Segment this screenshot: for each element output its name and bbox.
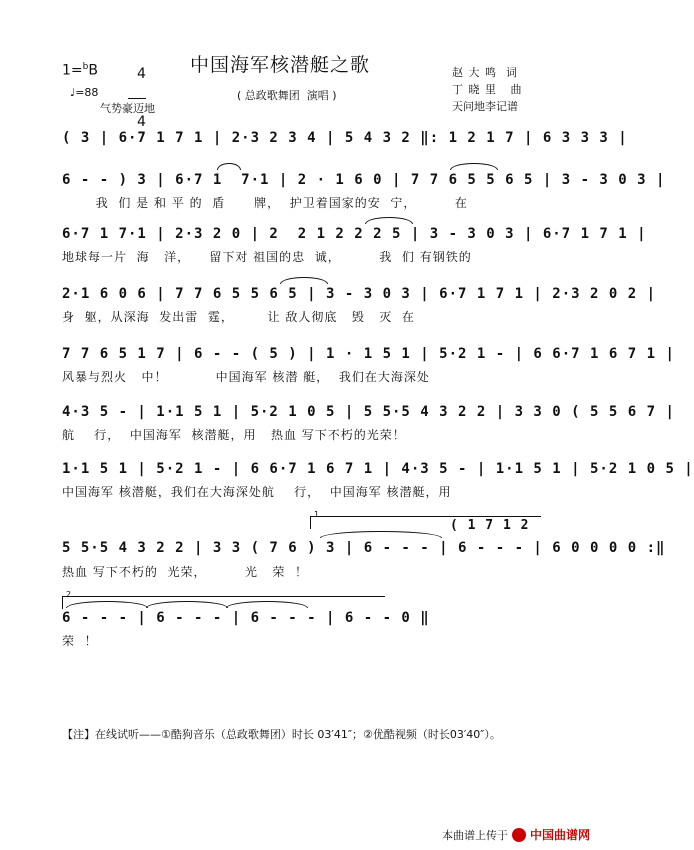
lyric-line-9: 荣 ！ [62,634,98,648]
song-title: 中国海军核潜艇之歌 [190,54,371,76]
slur-mark [320,531,442,538]
lyricist-credit: 赵 大 鸣 词 [452,66,518,79]
tempo-marking: ♩=88 [70,86,99,99]
upload-attribution [442,826,590,843]
composer-credit: 丁 晓 里 曲 [452,83,523,96]
score-line-4: 2·1 6 0 6 | 7 7 6 5 5 6 5 | 3 - 3 0 3 | 6·7 1 7 1 | 2·3 2 0 2 | [62,286,657,302]
slur-mark [217,163,241,170]
slur-mark [365,217,413,224]
slur-mark [226,601,308,608]
performer-note: ( 总政歌舞团 演唱 ) [237,89,337,102]
footnote: 【注】在线试听——①酷狗音乐（总政歌舞团）时长 03′41″；②优酷视频（时长03′40″）。 [62,728,501,741]
score-line-6: 4·3 5 - | 1·1 5 1 | 5·2 1 0 5 | 5 5·5 4 3 2 2 | 3 3 0 ( 5 5 6 7 | [62,404,675,420]
lyric-line-8: 热血 写下不朽的 光荣， 光 荣 ！ [62,565,309,579]
key-signature: 1=$^b$B [62,62,98,79]
score-line-1: ( 3 | 6·7 1 7 1 | 2·3 2 3 4 | 5 4 3 2 ‖: 1 2 1 7 | 6 3 3 3 | [62,130,628,146]
slur-mark [450,163,498,170]
score-line-3: 6·7 1 7·1 | 2·3 2 0 | 2 2 1 2 2 2 5 | 3 - 3 0 3 | 6·7 1 7 1 | [62,226,647,242]
score-line-2: 6 - - ) 3 | 6·7 1 7·1 | 2 · 1 6 0 | 7 7 6 5 5 6 5 | 3 - 3 0 3 | [62,172,666,188]
transcriber-credit: 天问地李记谱 [452,100,518,113]
slur-mark [146,601,228,608]
slur-mark [280,277,328,284]
site-name: 中国曲谱网 [529,828,590,842]
upload-prefix: 本曲谱上传于 [441,828,508,842]
site-logo-icon [512,828,526,842]
lyric-line-2: 我 们 是 和 平 的 盾 牌， 护卫着国家的安 宁， 在 [62,196,468,210]
lyric-line-6: 航 行， 中国海军 核潜艇，用 热血 写下不朽的光荣！ [62,428,406,442]
score-line-7: 1·1 5 1 | 5·2 1 - | 6 6·7 1 6 7 1 | 4·3 5 - | 1·1 5 1 | 5·2 1 0 5 | [62,461,694,477]
volta-2-bracket: 2. [62,596,385,609]
score-line-8: 5 5·5 4 3 2 2 | 3 3 ( 7 6 ) 3 | 6 - - - | 6 - - - | 6 0 0 0 0 :‖ [62,540,666,556]
lyric-line-4: 身 躯，从深海 发出雷 霆， 让 敌人彻底 毁 灭 在 [62,310,415,324]
repeat-fill-notes: ( 1 7 1 2 [450,518,530,533]
expression-marking: 气势豪迈地 [100,102,155,115]
score-line-9: 6 - - - | 6 - - - | 6 - - - | 6 - - 0 ‖ [62,610,430,626]
slur-mark [66,601,148,608]
score-line-5: 7 7 6 5 1 7 | 6 - - ( 5 ) | 1 · 1 5 1 | 5·2 1 - | 6 6·7 1 6 7 1 | [62,346,675,362]
lyric-line-3: 地球每一片 海 洋， 留下对 祖国的忠 诚， 我 们 有钢铁的 [62,250,472,264]
volta-1-bracket: 1. [310,516,541,529]
lyric-line-7: 中国海军 核潜艇，我们在大海深处航 行， 中国海军 核潜艇，用 [62,485,452,499]
time-signature: 4 4 [128,52,146,130]
lyric-line-5: 风暴与烈火 中！ 中国海军 核潜 艇， 我们在大海深处 [62,370,430,384]
